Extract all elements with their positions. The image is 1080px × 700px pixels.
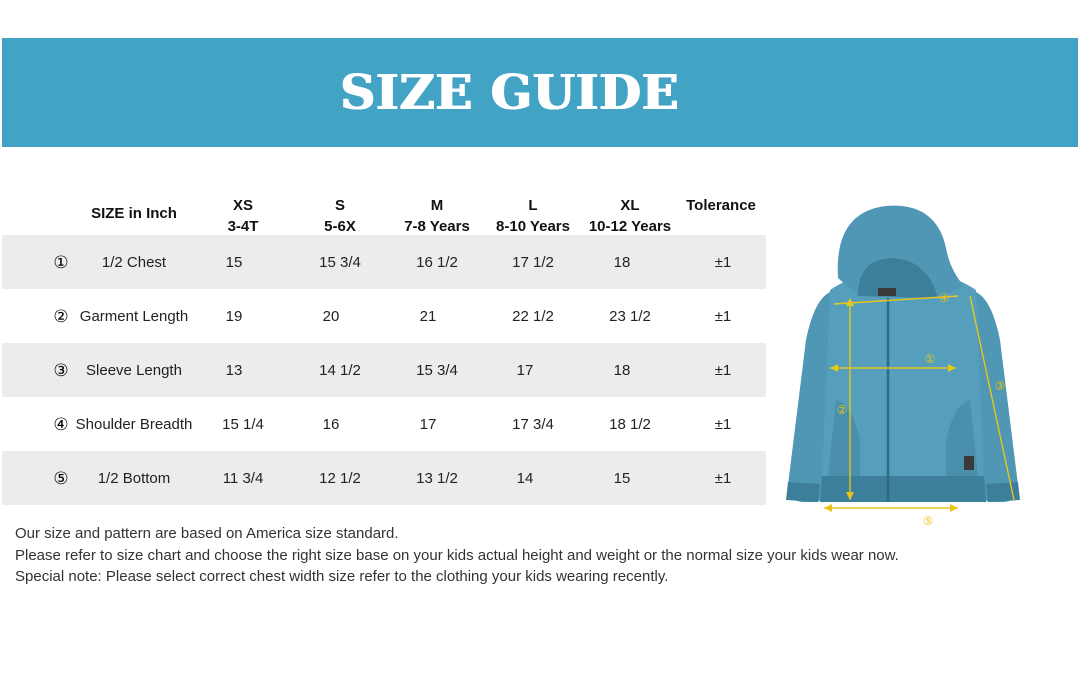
size-age: 10-12 Years — [588, 218, 672, 235]
header-size-s — [285, 195, 395, 237]
value-l: 17 1/2 — [512, 253, 554, 271]
value-l: 14 — [516, 469, 534, 487]
hoodie-diagram — [778, 200, 1028, 530]
row-label: Garment Length — [79, 307, 189, 325]
value-xs: 19 — [225, 307, 243, 325]
marker-garment-length: ② — [836, 403, 848, 417]
value-m: 16 1/2 — [416, 253, 458, 271]
table-row — [2, 343, 766, 397]
marker-bottom: ⑤ — [922, 514, 934, 528]
value-m: 15 3/4 — [416, 361, 458, 379]
marker-shoulder: ④ — [938, 291, 950, 305]
table-row — [2, 397, 766, 451]
value-l: 22 1/2 — [512, 307, 554, 325]
value-s: 20 — [322, 307, 340, 325]
value-m: 17 — [419, 415, 437, 433]
size-code: L — [528, 197, 538, 214]
value-s: 16 — [322, 415, 340, 433]
row-number: ① — [53, 252, 69, 272]
header-size-label: SIZE in Inch — [91, 205, 177, 222]
table-row — [2, 451, 766, 505]
size-guide-banner — [2, 38, 1078, 147]
value-xs: 15 — [225, 253, 243, 271]
value-tolerance: ±1 — [714, 253, 732, 271]
value-s: 14 1/2 — [319, 361, 361, 379]
table-row — [2, 235, 766, 289]
note-line: Special note: Please select correct chest width size refer to the clothing your kids wearing recently. — [15, 568, 669, 585]
banner-title: SIZE GUIDE — [340, 64, 680, 121]
size-age: 3-4T — [227, 218, 259, 235]
value-xs: 13 — [225, 361, 243, 379]
size-notes — [15, 523, 899, 588]
row-number: ④ — [53, 414, 69, 434]
marker-sleeve-length: ③ — [994, 379, 1006, 393]
size-code: M — [430, 197, 444, 214]
marker-chest: ① — [924, 352, 936, 366]
header-size-l — [478, 195, 588, 237]
row-label: Shoulder Breadth — [75, 415, 193, 433]
value-xl: 15 — [613, 469, 631, 487]
value-tolerance: ±1 — [714, 307, 732, 325]
value-xl: 18 1/2 — [609, 415, 651, 433]
value-m: 13 1/2 — [416, 469, 458, 487]
header-size-xs — [188, 195, 298, 237]
value-s: 15 3/4 — [319, 253, 361, 271]
value-xs: 11 3/4 — [222, 469, 264, 487]
value-xs: 15 1/4 — [222, 415, 264, 433]
note-line: Please refer to size chart and choose the right size base on your kids actual height and weight or the normal size your kids wear now. — [15, 546, 899, 564]
row-number: ⑤ — [53, 468, 69, 488]
size-age: 8-10 Years — [496, 218, 570, 235]
size-code: S — [334, 197, 345, 214]
size-code: XL — [620, 197, 640, 214]
table-row — [2, 289, 766, 343]
row-number: ② — [53, 306, 69, 326]
row-number: ③ — [53, 360, 69, 380]
size-age: 5-6X — [324, 218, 356, 235]
table-header-row — [2, 185, 766, 235]
size-table — [2, 185, 766, 505]
value-xl: 18 — [613, 361, 631, 379]
value-m: 21 — [419, 307, 437, 325]
hoodie-illustration — [786, 206, 1020, 502]
row-label: Sleeve Length — [86, 361, 182, 379]
value-xl: 18 — [613, 253, 631, 271]
value-tolerance: ±1 — [714, 415, 732, 433]
row-label: 1/2 Chest — [101, 253, 167, 271]
value-xl: 23 1/2 — [609, 307, 651, 325]
header-size-m — [382, 195, 492, 237]
value-l: 17 3/4 — [512, 415, 554, 433]
note-line: Our size and pattern are based on America size standard. — [15, 525, 399, 542]
size-code: XS — [232, 197, 253, 214]
value-s: 12 1/2 — [319, 469, 361, 487]
value-l: 17 — [516, 361, 534, 379]
header-tolerance: Tolerance — [686, 197, 756, 214]
row-label: 1/2 Bottom — [97, 469, 171, 487]
value-tolerance: ±1 — [714, 361, 732, 379]
value-tolerance: ±1 — [714, 469, 732, 487]
size-age: 7-8 Years — [404, 218, 470, 235]
